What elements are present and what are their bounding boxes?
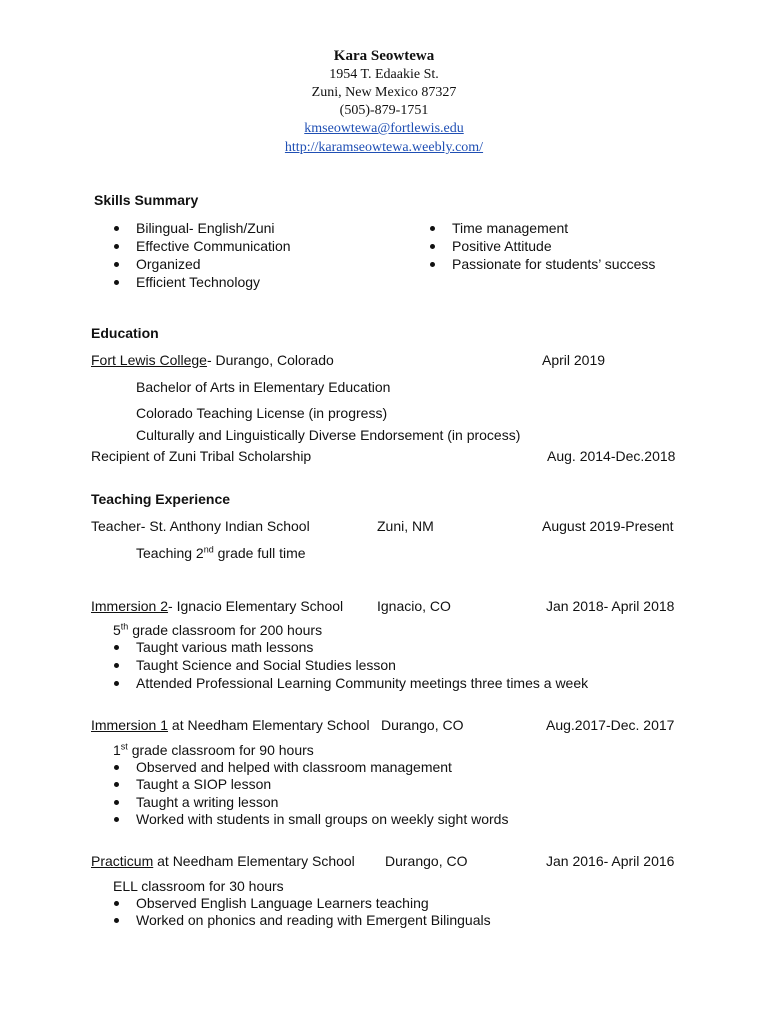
practicum-date: Jan 2016- April 2016 <box>546 853 675 869</box>
bullet-icon <box>114 663 119 668</box>
immersion2-date: Jan 2018- April 2018 <box>546 598 675 614</box>
immersion1-date: Aug.2017-Dec. 2017 <box>546 717 675 733</box>
city-line: Zuni, New Mexico 87327 <box>311 85 457 100</box>
endorsement-line: Culturally and Linguistically Diverse Endorsement (in process) <box>136 427 521 443</box>
bullet-icon <box>430 226 435 231</box>
bullet-icon <box>114 765 119 770</box>
practicum-location: Durango, CO <box>385 853 468 869</box>
website-link[interactable]: http://karamseowtewa.weebly.com/ <box>284 140 484 155</box>
bullet-icon <box>114 645 119 650</box>
teacher-location: Zuni, NM <box>377 518 434 534</box>
bullet-icon <box>114 782 119 787</box>
immersion2-title: Immersion 2- Ignacio Elementary School <box>91 598 344 614</box>
license-line: Colorado Teaching License (in progress) <box>136 405 388 421</box>
immersion2-summary: 5th grade classroom for 200 hours <box>113 621 323 638</box>
bullet-icon <box>430 244 435 249</box>
bullet-icon <box>114 280 119 285</box>
experience-heading: Teaching Experience <box>91 491 231 507</box>
school-name: Fort Lewis College <box>91 352 207 368</box>
bullet-icon <box>114 244 119 249</box>
teacher-detail: Teaching 2nd grade full time <box>136 544 306 561</box>
bullet-icon <box>114 918 119 923</box>
education-heading: Education <box>91 325 159 341</box>
teacher-date: August 2019-Present <box>542 518 674 534</box>
address-line: 1954 T. Edaakie St. <box>329 67 439 82</box>
bullet-icon <box>114 901 119 906</box>
scholarship-line: Recipient of Zuni Tribal Scholarship <box>91 448 312 464</box>
immersion1-location: Durango, CO <box>381 717 464 733</box>
school-location: - Durango, Colorado <box>206 352 334 368</box>
email-link[interactable]: kmseowtewa@fortlewis.edu <box>304 121 464 136</box>
skills-heading: Skills Summary <box>94 192 199 208</box>
practicum-summary: ELL classroom for 30 hours <box>113 878 284 894</box>
immersion2-location: Ignacio, CO <box>377 598 451 614</box>
bullet-icon <box>430 262 435 267</box>
immersion1-title: Immersion 1 at Needham Elementary School <box>91 717 370 733</box>
education-date: April 2019 <box>542 352 606 368</box>
scholarship-date: Aug. 2014-Dec.2018 <box>547 448 676 464</box>
education-school <box>91 351 334 369</box>
immersion1-summary: 1st grade classroom for 90 hours <box>113 741 314 758</box>
resume-name: Kara Seowtewa <box>333 48 435 64</box>
bullet-icon <box>114 226 119 231</box>
teacher-title: Teacher- St. Anthony Indian School <box>91 518 310 534</box>
practicum-title: Practicum at Needham Elementary School <box>91 853 355 869</box>
degree-line: Bachelor of Arts in Elementary Education <box>136 379 391 395</box>
bullet-icon <box>114 262 119 267</box>
bullet-icon <box>114 817 119 822</box>
bullet-icon <box>114 681 119 686</box>
bullet-icon <box>114 800 119 805</box>
phone-line: (505)-879-1751 <box>339 103 429 118</box>
